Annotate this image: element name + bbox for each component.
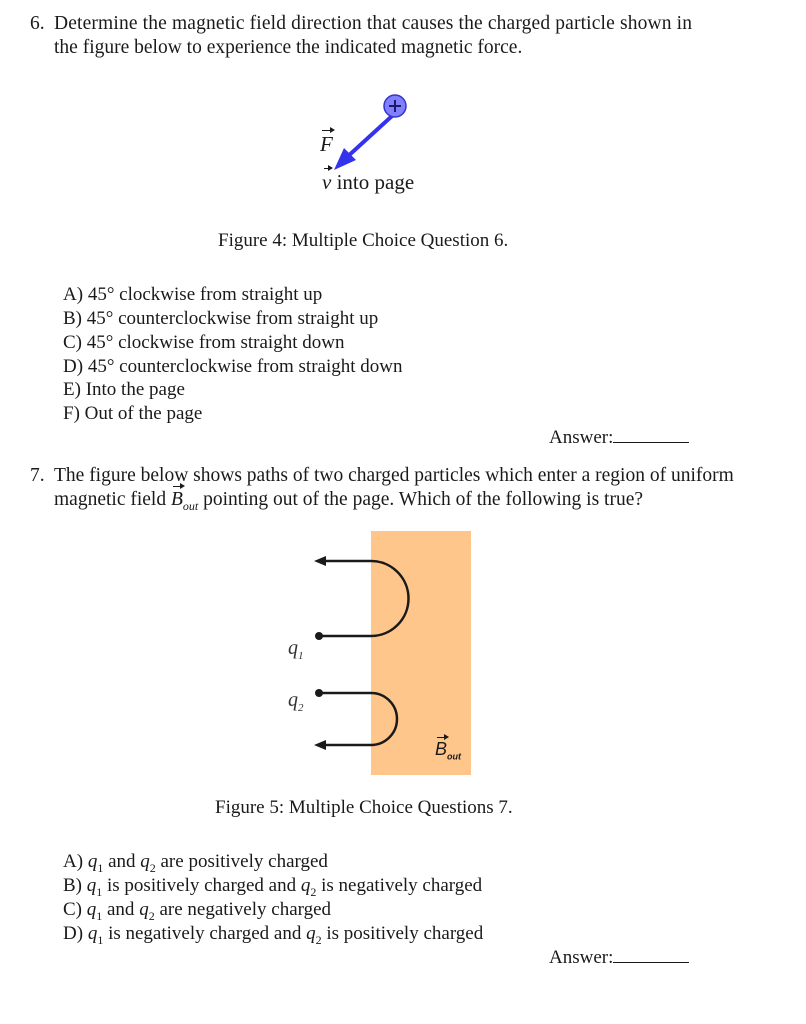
q1-exit-arrow bbox=[314, 556, 326, 566]
answer-label: Answer: bbox=[549, 947, 614, 968]
option-7a[interactable]: A) $q_1$ and $q_2$ are positively charged bbox=[63, 851, 328, 875]
option-6a[interactable]: A) 45° clockwise from straight up bbox=[63, 284, 323, 305]
b-out-label: $B_{out}$ bbox=[435, 739, 462, 762]
question-6-text-line2: the figure below to experience the indicated magnetic force. bbox=[54, 37, 523, 58]
question-6-text-line1: Determine the magnetic field direction that causes the charged particle shown in bbox=[54, 13, 693, 34]
question-6-number: 6. bbox=[30, 13, 45, 34]
option-6d[interactable]: D) 45° counterclockwise from straight down bbox=[63, 356, 403, 377]
q1-label: $q_1$ bbox=[288, 637, 304, 662]
q2-exit-arrow bbox=[314, 740, 326, 750]
q1-dot bbox=[315, 632, 323, 640]
option-7b[interactable]: B) $q_1$ is positively charged and $q_2$ is negatively charged bbox=[63, 875, 483, 899]
figure-4-caption: Figure 4: Multiple Choice Question 6. bbox=[218, 230, 509, 251]
q2-dot bbox=[315, 689, 323, 697]
question-7-answer bbox=[549, 946, 689, 969]
option-6b[interactable]: B) 45° counterclockwise from straight up bbox=[63, 308, 379, 329]
option-7d[interactable]: D) $q_1$ is negatively charged and $q_2$ is positively charged bbox=[63, 923, 484, 947]
figure-5 bbox=[280, 525, 480, 780]
option-7c[interactable]: C) $q_1$ and $q_2$ are negatively charged bbox=[63, 899, 332, 923]
figure-5-caption: Figure 5: Multiple Choice Questions 7. bbox=[215, 797, 513, 818]
question-6-answer bbox=[549, 426, 689, 449]
figure-4 bbox=[300, 90, 460, 210]
answer-label: Answer: bbox=[549, 427, 614, 448]
question-7-number: 7. bbox=[30, 465, 45, 486]
q2-label: $q_2$ bbox=[288, 689, 304, 714]
option-6e[interactable]: E) Into the page bbox=[63, 379, 185, 400]
question-7-text-line2: magnetic field $B_{out}$ pointing out of the page. Which of the following is true? bbox=[54, 489, 644, 513]
answer-blank[interactable] bbox=[613, 426, 689, 443]
answer-blank[interactable] bbox=[613, 946, 689, 963]
velocity-label: v into page bbox=[322, 170, 415, 194]
question-7-text-line1: The figure below shows paths of two charged particles which enter a region of uniform bbox=[54, 465, 734, 486]
force-label: F bbox=[320, 132, 333, 156]
option-6c[interactable]: C) 45° clockwise from straight down bbox=[63, 332, 345, 353]
option-6f[interactable]: F) Out of the page bbox=[63, 403, 203, 424]
